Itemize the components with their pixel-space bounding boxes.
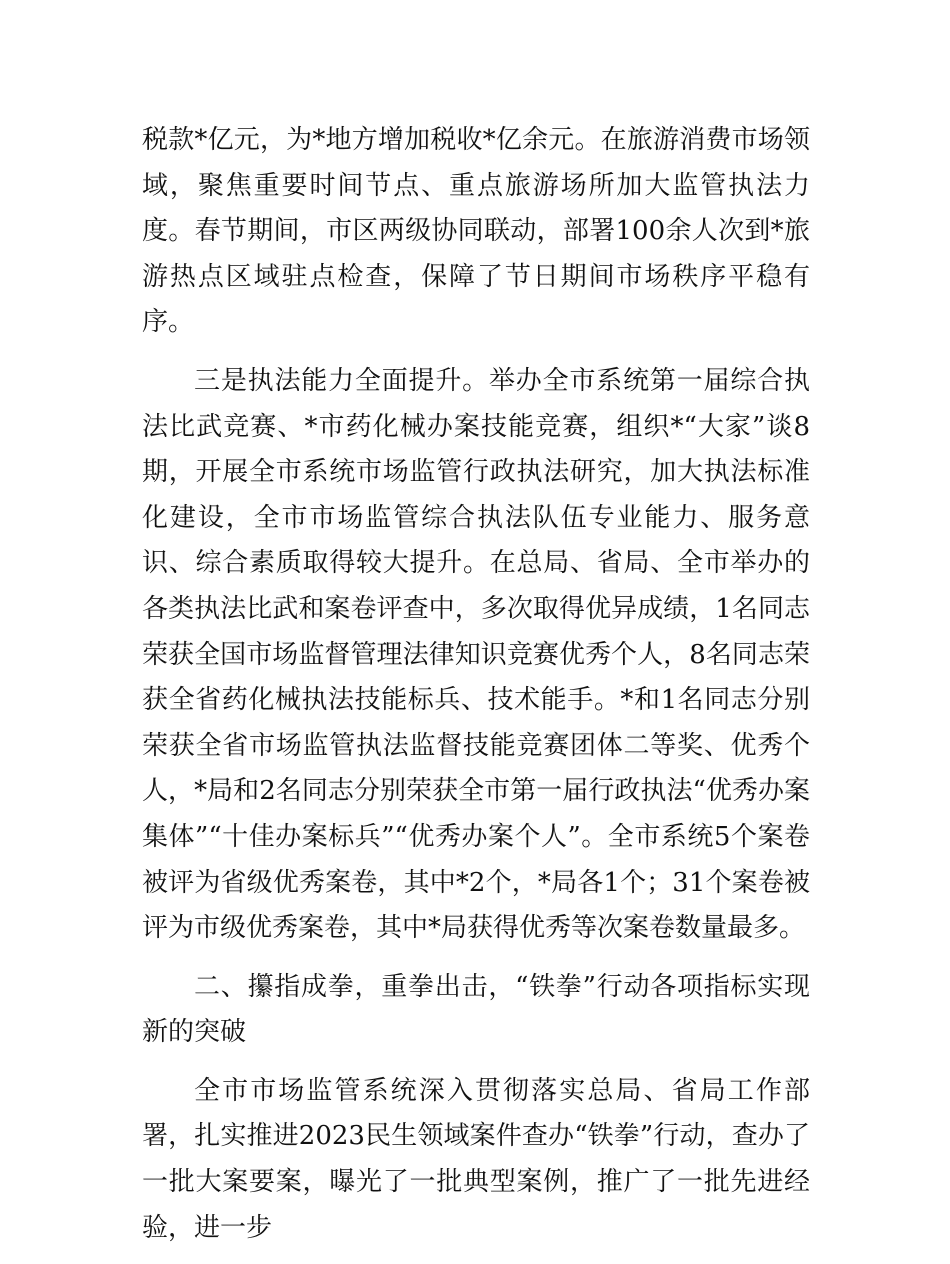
paragraph-tourism-enforcement: 税款*亿元，为*地方增加税收*亿余元。在旅游消费市场领域，聚焦重要时间节点、重点旅游场所加大监管执法力度。春节期间，市区两级协同联动，部署100余人次到*旅游热点区域驻点检查，保障了节日期间市场秩序平稳有序。 [142,125,810,338]
paragraph-iron-fist-action: 全市市场监管系统深入贯彻落实总局、省局工作部署，扎实推进2023民生领域案件查办“铁拳”行动，查办了一批大案要案，曝光了一批典型案例，推广了一批先进经验，进一步 [142,1075,810,1243]
section-heading-iron-fist: 二、攥指成拳，重拳出击，“铁拳”行动各项指标实现新的突破 [142,971,810,1048]
paragraph-enforcement-capability: 三是执法能力全面提升。举办全市系统第一届综合执法比武竞赛、*市药化械办案技能竞赛，组织*“大家”谈8期，开展全市系统市场监管行政执法研究，加大执法标准化建设，全市市场监管综合执法队伍专业能力、服务意识、综合素质取得较大提升。在总局、省局、全市举办的各类执法比武和案卷评查中，多次取得优异成绩，1名同志荣获全国市场监督管理法律知识竞赛优秀个人，8名同志荣获全省药化械执法技能标兵、技术能手。*和1名同志分别荣获全省市场监管执法监督技能竞赛团体二等奖、优秀个人，*局和2名同志分别荣获全市第一届行政执法“优秀办案集体”“十佳办案标兵”“优秀办案个人”。全市系统5个案卷被评为省级优秀案卷，其中*2个，*局各1个；31个案卷被评为市级优秀案卷，其中*局获得优秀等次案卷数量最多。 [142,365,810,944]
document-body [142,118,810,1264]
